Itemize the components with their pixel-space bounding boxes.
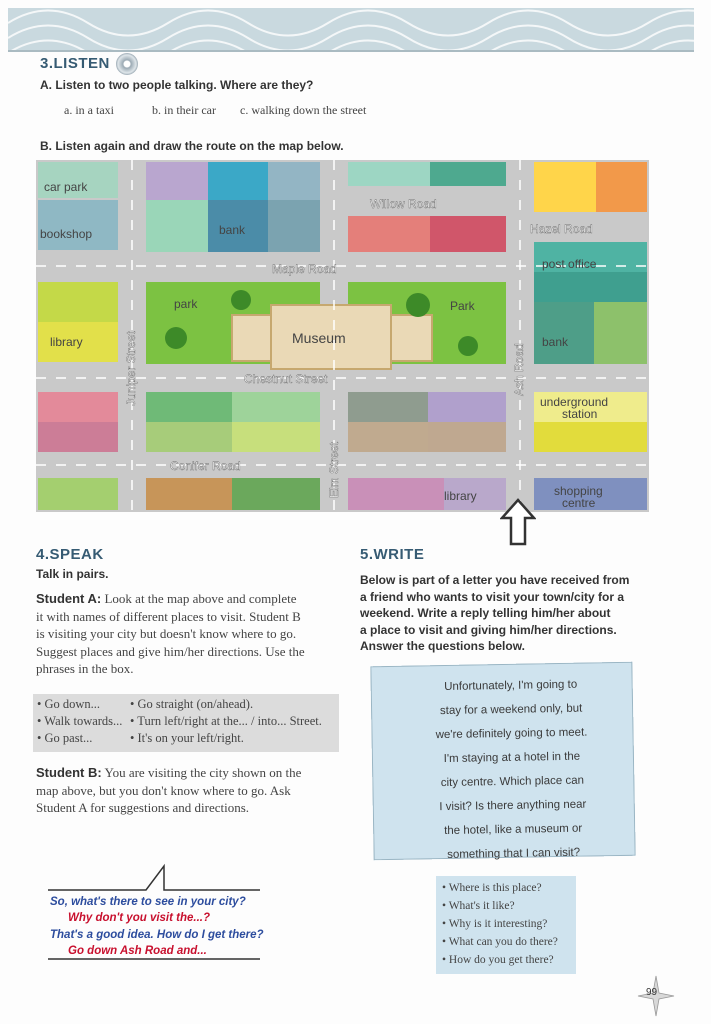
phrase-go-past: • Go past... — [37, 731, 93, 745]
write-title: 5.WRITE — [360, 546, 425, 563]
question-item: • Why is it interesting? — [442, 918, 548, 930]
phrase-turn: • Turn left/right at the... / into... Street. — [130, 714, 322, 728]
label-bank-1: bank — [219, 223, 246, 237]
dialogue-4: Go down Ash Road and... — [68, 945, 207, 957]
wave-pattern — [8, 8, 694, 50]
label-willow-road: Willow Road — [370, 197, 437, 211]
label-hazel-road: Hazel Road — [530, 222, 593, 236]
question-item: • What's it like? — [442, 900, 515, 912]
label-park-2: Park — [450, 299, 475, 313]
label-underground: underground — [540, 395, 609, 409]
page-banner — [8, 8, 694, 52]
city-map[interactable] — [36, 160, 649, 512]
listen-b-prompt: B. Listen again and draw the route on the map below. — [40, 139, 344, 153]
label-shopping: shopping — [554, 484, 603, 498]
letter-line: Unfortunately, I'm going to — [444, 678, 578, 694]
label-museum: Museum — [292, 330, 346, 346]
label-conifer-road: Conifer Road — [170, 459, 241, 473]
label-juniper-street: Juniper Street — [124, 331, 138, 406]
phrase-box — [33, 694, 339, 752]
label-station: station — [562, 407, 598, 421]
cd-icon — [116, 53, 138, 75]
letter-line: I'm staying at a hotel in the — [443, 750, 581, 766]
question-box — [436, 876, 576, 974]
option-c[interactable]: c. walking down the street — [240, 103, 367, 117]
label-chestnut-street: Chestnut Street — [244, 372, 328, 386]
question-item: • Where is this place? — [442, 882, 542, 894]
letter-note — [370, 662, 635, 861]
dialogue-3: That's a good idea. How do I get there? — [50, 929, 264, 941]
letter-line: I visit? Is there anything near — [439, 798, 587, 814]
label-elm-street: Elm Street — [327, 441, 341, 498]
label-ash-road: Ash Road — [512, 343, 526, 396]
phrase-walk-towards: • Walk towards... — [37, 714, 123, 728]
label-maple-road: Maple Road — [272, 262, 337, 276]
speak-title: 4.SPEAK — [36, 546, 104, 563]
letter-line: city centre. Which place can — [440, 774, 585, 790]
listen-a-prompt: A. Listen to two people talking. Where are they? — [40, 78, 314, 92]
label-bookshop: bookshop — [40, 227, 93, 241]
write-instructions: Below is part of a letter you have received from a friend who wants to visit your town/city for a weekend. Write a reply telling him/her about a place to visit and giving him/her directions. Answer the questions below. — [360, 573, 630, 653]
start-arrow-icon — [500, 498, 536, 546]
student-b-label: Student B: — [36, 765, 102, 780]
page-number: 99 — [646, 987, 658, 998]
speak-subtitle: Talk in pairs. — [36, 567, 109, 581]
phrase-go-down: • Go down... — [37, 697, 101, 711]
listen-title: 3.LISTEN — [40, 55, 110, 72]
label-library-2: library — [444, 489, 477, 503]
label-centre: centre — [562, 496, 596, 510]
option-b[interactable]: b. in their car — [152, 103, 216, 117]
student-a-paragraph: Student A: Look at the map above and complete it with names of different places to visit. Student B is visiting your city but doesn't know where to go. Suggest places and give him/her directions. Use the phrases in the box. — [36, 591, 305, 676]
phrase-on-your: • It's on your left/right. — [130, 731, 244, 745]
letter-line: we're definitely going to meet. — [435, 726, 588, 742]
letter-line: stay for a weekend only, but — [439, 702, 583, 718]
question-item: • What can you do there? — [442, 936, 558, 948]
phrase-go-straight: • Go straight (on/ahead). — [130, 697, 254, 711]
label-library-1: library — [50, 335, 83, 349]
letter-line: something that I can visit? — [447, 846, 581, 861]
student-b-paragraph: Student B: You are visiting the city shown on the map above, but you don't know where to go. Ask Student A for suggestions and directions. — [36, 765, 302, 815]
label-post-office: post office — [542, 257, 597, 271]
option-a[interactable]: a. in a taxi — [64, 103, 114, 117]
question-item: • How do you get there? — [442, 954, 554, 966]
label-park-1: park — [174, 297, 198, 311]
letter-line: the hotel, like a museum or — [444, 822, 583, 838]
dialogue-2: Why don't you visit the...? — [68, 912, 211, 924]
label-bank-2: bank — [542, 335, 569, 349]
dialogue-1: So, what's there to see in your city? — [50, 896, 246, 908]
label-car-park: car park — [44, 180, 88, 194]
student-a-label: Student A: — [36, 591, 102, 606]
